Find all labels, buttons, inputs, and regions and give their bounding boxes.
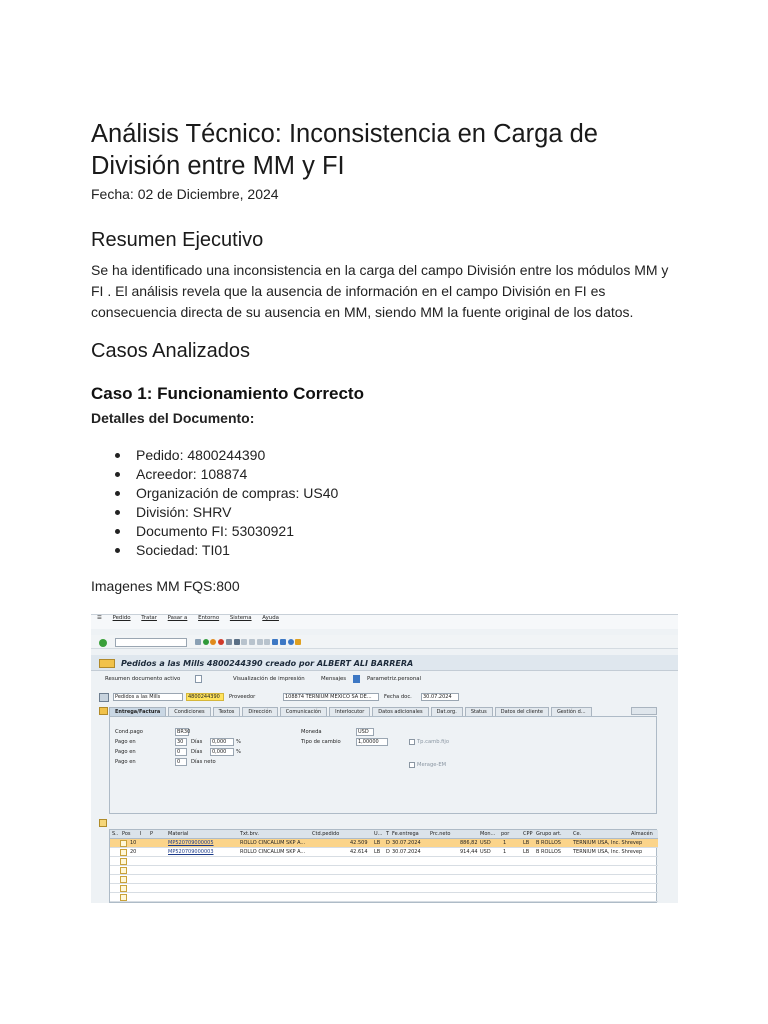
summary-doc-button[interactable]: Resumen documento activo (105, 676, 181, 682)
row-select-icon[interactable] (120, 858, 127, 865)
cell-grp: B ROLLOS (536, 840, 561, 846)
tab-interlocutor[interactable]: Interlocutor (329, 707, 370, 716)
cell-date: 30.07.2024 (392, 840, 421, 846)
col-cpp[interactable]: CPP (523, 831, 533, 837)
col-unit[interactable]: U... (374, 831, 383, 837)
menu-pasar-a[interactable]: Pasar a (167, 615, 188, 621)
merage-em-checkbox[interactable] (409, 762, 415, 768)
tp-camb-fijo-checkbox[interactable] (409, 739, 415, 745)
pago-en-label-2: Pago en (115, 749, 136, 755)
row-select-icon[interactable] (120, 840, 127, 847)
tab-gestion[interactable]: Gestión d... (551, 707, 592, 716)
col-precio[interactable]: Prc.neto (430, 831, 451, 837)
dias-label-2: Días (191, 749, 203, 755)
col-almacen[interactable]: Almacén (631, 831, 653, 837)
menu-icon[interactable]: ☰ (97, 615, 102, 621)
vendor-label: Proveedor (229, 694, 256, 700)
tipo-cambio-label: Tipo de cambio (301, 739, 341, 745)
table-row[interactable] (110, 839, 658, 848)
find-icon[interactable] (234, 639, 240, 645)
row-select-icon[interactable] (120, 849, 127, 856)
cell-cpp: LB (523, 840, 530, 846)
vendor-field[interactable]: 108874 TERNIUM MEXICO SA DE... (283, 693, 379, 701)
tab-direccion[interactable]: Dirección (242, 707, 277, 716)
cell-ce: TERNIUM USA, Inc. Shrevep (573, 840, 643, 846)
cond-pago-label: Cond.pago (115, 729, 143, 735)
merage-em-label: Merage-EM (417, 762, 447, 768)
cell-unit: LB (374, 840, 381, 846)
cell-material[interactable]: MP520709000003 (168, 849, 214, 855)
tab-dat-org[interactable]: Dat.org. (431, 707, 463, 716)
images-caption: Imagenes MM FQS:800 (91, 578, 240, 594)
moneda-label: Moneda (301, 729, 322, 735)
cell-pos: 10 (130, 840, 137, 846)
col-fecha[interactable]: Fe.entrega (392, 831, 419, 837)
tab-status[interactable]: Status (465, 707, 493, 716)
page-first-icon[interactable] (241, 639, 247, 645)
pago-en-label-1: Pago en (115, 739, 136, 745)
col-p[interactable]: P (150, 831, 154, 837)
cell-grp: B ROLLOS (536, 849, 561, 855)
messages-button[interactable]: Mensajes (321, 676, 347, 682)
help-icon[interactable] (288, 639, 294, 645)
sap-screen-title: Pedidos a las Mills 4800244390 creado por ALBERT ALI BARRERA (121, 659, 414, 668)
table-row[interactable] (110, 875, 658, 884)
col-moneda[interactable]: Mon... (480, 831, 496, 837)
details-item: División: SHRV (91, 503, 338, 522)
new-session-icon[interactable] (272, 639, 278, 645)
back-icon[interactable] (203, 639, 209, 645)
po-icon (99, 659, 115, 668)
enter-icon[interactable] (99, 639, 107, 647)
table-row[interactable] (110, 884, 658, 893)
tab-condiciones[interactable]: Condiciones (168, 707, 210, 716)
cell-t: D (386, 840, 390, 846)
cell-pos: 20 (130, 849, 137, 855)
doc-type-select[interactable]: Pedidos a las Mills (113, 693, 183, 701)
table-row[interactable] (110, 857, 658, 866)
cell-material[interactable]: MP520709000005 (168, 840, 214, 846)
items-grid (109, 829, 657, 903)
header-toggle-icon[interactable] (99, 693, 109, 702)
summary-paragraph: Se ha identificado una inconsistencia en la carga del campo División entre los módulos MM y FI . El análisis revela que la ausencia de información en el campo División en FI es consecuencia directa de su ausencia en MM, siendo MM la fuente original de los datos. (91, 262, 669, 320)
row-select-icon[interactable] (120, 867, 127, 874)
col-t[interactable]: T (386, 831, 390, 837)
row-select-icon[interactable] (120, 894, 127, 901)
menu-ayuda[interactable]: Ayuda (262, 615, 279, 621)
page-prev-icon[interactable] (249, 639, 255, 645)
print-icon[interactable] (226, 639, 232, 645)
cell-por: 1 (503, 840, 507, 846)
tab-datos-cliente[interactable]: Datos del cliente (495, 707, 549, 716)
menu-sistema[interactable]: Sistema (229, 615, 252, 621)
details-item: Acreedor: 108874 (91, 465, 338, 484)
po-number-field[interactable]: 4800244390 (186, 693, 224, 701)
pago-en-label-3: Pago en (115, 759, 136, 765)
moneda-field[interactable]: USD (356, 728, 374, 736)
col-ce[interactable]: Ce. (573, 831, 582, 837)
doc-date-field[interactable]: 30.07.2024 (421, 693, 459, 701)
shortcut-icon[interactable] (280, 639, 286, 645)
summary-heading: Resumen Ejecutivo (91, 229, 264, 251)
details-item: Organización de compras: US40 (91, 484, 338, 503)
col-material[interactable]: Material (168, 831, 189, 837)
table-row[interactable] (110, 893, 658, 902)
details-item: Pedido: 4800244390 (91, 446, 338, 465)
col-ctd[interactable]: Ctd.pedido (312, 831, 340, 837)
details-label: Detalles del Documento: (91, 410, 255, 426)
col-grupo[interactable]: Grupo art. (536, 831, 562, 837)
cancel-icon[interactable] (218, 639, 224, 645)
application-toolbar (91, 673, 678, 687)
cell-price: 886,82 (460, 840, 478, 846)
menu-tratar[interactable]: Tratar (141, 615, 157, 621)
pago-pct-field-2[interactable]: 0,000 (210, 748, 234, 756)
tp-camb-fijo-label: Tp.camb.fijo (417, 739, 450, 745)
cell-txt: ROLLO CINCALUM SKP A... (240, 840, 306, 846)
pago-days-field-2[interactable]: 0 (175, 748, 187, 756)
pago-pct-field-1[interactable]: 0,000 (210, 738, 234, 746)
pct-label-1: % (236, 739, 241, 745)
cell-qty: 42.614 (350, 849, 368, 855)
row-select-icon[interactable] (120, 876, 127, 883)
menu-pedido[interactable]: Pedido (112, 615, 131, 621)
dias-label-1: Días (191, 739, 203, 745)
pago-days-field-1[interactable]: 30 (175, 738, 187, 746)
cell-cur: USD (480, 840, 491, 846)
tab-scroll-buttons[interactable] (631, 707, 657, 715)
document-date: Fecha: 02 de Diciembre, 2024 (91, 186, 279, 202)
document-icon[interactable] (195, 675, 202, 683)
cell-cur: USD (480, 849, 491, 855)
pct-label-2: % (236, 749, 241, 755)
details-item: Sociedad: TI01 (91, 541, 338, 560)
cell-txt: ROLLO CINCALUM SKP A... (240, 849, 306, 855)
tipo-cambio-field[interactable]: 1,00000 (356, 738, 388, 746)
cell-date: 30.07.2024 (392, 849, 421, 855)
table-row[interactable] (110, 848, 658, 857)
col-txt[interactable]: Txt.brv. (240, 831, 259, 837)
cell-ce: TERNIUM USA, Inc. Shrevep (573, 849, 643, 855)
page-last-icon[interactable] (264, 639, 270, 645)
col-pos[interactable]: Pos (122, 831, 131, 837)
personal-settings-button[interactable]: Parametriz.personal (367, 676, 422, 682)
cell-cpp: LB (523, 849, 530, 855)
menu-entorno[interactable]: Entorno (198, 615, 220, 621)
items-toggle-icon[interactable] (99, 819, 107, 827)
entrega-factura-panel (109, 716, 657, 814)
case1-heading: Caso 1: Funcionamiento Correcto (91, 384, 364, 403)
print-preview-button[interactable]: Visualización de impresión (233, 676, 305, 682)
row-select-icon[interactable] (120, 885, 127, 892)
cell-price: 914,44 (460, 849, 478, 855)
doc-date-label: Fecha doc. (384, 694, 412, 700)
cell-unit: LB (374, 849, 381, 855)
details-list (91, 446, 338, 560)
header-tabs (109, 707, 594, 716)
tab-comunicacion[interactable]: Comunicación (280, 707, 327, 716)
cell-por: 1 (503, 849, 507, 855)
tab-entrega-factura[interactable]: Entrega/Factura (109, 707, 166, 716)
page-next-icon[interactable] (257, 639, 263, 645)
exit-icon[interactable] (210, 639, 216, 645)
col-i[interactable]: I (140, 831, 142, 837)
command-field[interactable] (115, 638, 187, 647)
tab-textos[interactable]: Textos (213, 707, 241, 716)
tab-datos-adicionales[interactable]: Datos adicionales (372, 707, 428, 716)
save-icon[interactable] (195, 639, 201, 645)
document-title: Análisis Técnico: Inconsistencia en Carga de División entre MM y FI (91, 120, 598, 180)
toolbar-icons (195, 639, 301, 647)
cell-qty: 42.509 (350, 840, 368, 846)
info-icon[interactable] (353, 675, 360, 683)
layout-icon[interactable] (295, 639, 301, 645)
details-item: Documento FI: 53030921 (91, 522, 338, 541)
dias-neto-label: Días neto (191, 759, 216, 765)
col-por[interactable]: por (501, 831, 510, 837)
col-s[interactable]: S.. (112, 831, 119, 837)
table-row[interactable] (110, 866, 658, 875)
sap-screenshot (91, 614, 678, 903)
sap-menubar (91, 615, 678, 629)
cond-pago-field[interactable]: BR30 (177, 729, 191, 735)
collapse-icon[interactable] (99, 707, 108, 715)
cell-t: D (386, 849, 390, 855)
grid-header (110, 830, 658, 839)
pago-days-field-3[interactable]: 0 (175, 758, 187, 766)
cases-heading: Casos Analizados (91, 340, 250, 362)
